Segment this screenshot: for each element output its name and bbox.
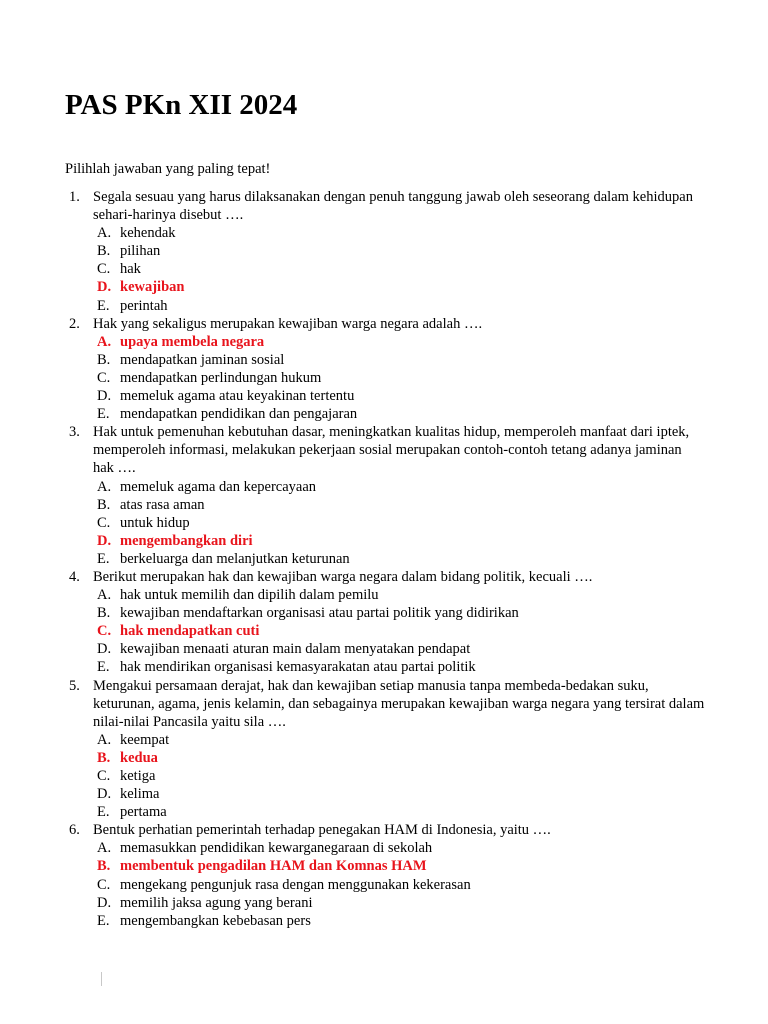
answer-option	[93, 785, 705, 803]
answer-option	[93, 767, 705, 785]
question-text: Segala sesuau yang harus dilaksanakan dengan penuh tanggung jawab oleh seseorang dalam kehidupan sehari-harinya disebut ….	[93, 189, 693, 224]
option-text: mengembangkan kebebasan pers	[120, 912, 311, 929]
option-letter: D.	[97, 786, 112, 803]
option-list	[93, 478, 705, 568]
option-text: mendapatkan perlindungan hukum	[120, 369, 322, 386]
option-text: mendapatkan pendidikan dan pengajaran	[120, 406, 358, 423]
option-text: memeluk agama dan kepercayaan	[120, 478, 317, 495]
answer-option	[93, 640, 705, 658]
option-text: atas rasa aman	[120, 496, 205, 513]
option-text: pilihan	[120, 243, 161, 260]
question-item	[65, 315, 705, 424]
option-letter: D.	[97, 388, 112, 405]
option-letter: E.	[97, 550, 110, 567]
option-letter: A.	[97, 731, 112, 748]
correct-answer-option	[93, 622, 705, 640]
option-letter: E.	[97, 659, 110, 676]
answer-option	[93, 351, 705, 369]
answer-option	[93, 876, 705, 894]
question-item	[65, 677, 705, 822]
question-item	[65, 821, 705, 930]
option-text: hak untuk memilih dan dipilih dalam pemilu	[120, 587, 379, 604]
option-letter: B.	[97, 605, 111, 622]
correct-answer-option	[93, 278, 705, 296]
correct-answer-option	[93, 333, 705, 351]
option-letter: D.	[97, 532, 112, 549]
option-text: kewajiban mendaftarkan organisasi atau partai politik yang didirikan	[120, 605, 519, 622]
answer-option	[93, 514, 705, 532]
option-text: upaya membela negara	[120, 333, 265, 350]
answer-option	[93, 478, 705, 496]
option-text: pertama	[120, 804, 167, 821]
question-text: Bentuk perhatian pemerintah terhadap penegakan HAM di Indonesia, yaitu ….	[93, 822, 551, 839]
option-list	[93, 586, 705, 676]
question-number: 2.	[69, 315, 80, 332]
correct-answer-option	[93, 857, 705, 875]
option-letter: C.	[97, 514, 111, 531]
option-text: perintah	[120, 297, 168, 314]
option-letter: C.	[97, 876, 111, 893]
question-number: 1.	[69, 189, 80, 205]
option-letter: E.	[97, 406, 110, 423]
option-text: membentuk pengadilan HAM dan Komnas HAM	[120, 858, 427, 875]
question-text: Hak untuk pemenuhan kebutuhan dasar, meningkatkan kualitas hidup, memperoleh manfaat dari iptek, memperoleh informasi, melakukan pekerjaan sosial merupakan contoh-contoh tetang adanya jaminan hak ….	[93, 424, 690, 477]
option-text: mendapatkan jaminan sosial	[120, 351, 285, 368]
answer-option	[93, 912, 705, 930]
option-text: keempat	[120, 731, 170, 748]
option-text: mengekang pengunjuk rasa dengan menggunakan kekerasan	[120, 876, 471, 893]
option-letter: B.	[97, 351, 111, 368]
question-item	[65, 423, 705, 568]
answer-option	[93, 387, 705, 405]
option-letter: D.	[97, 894, 112, 911]
question-text: Berikut merupakan hak dan kewajiban warga negara dalam bidang politik, kecuali ….	[93, 568, 593, 585]
option-text: kehendak	[120, 225, 176, 242]
option-text: kedua	[120, 749, 158, 766]
option-text: kewajiban menaati aturan main dalam menyatakan pendapat	[120, 641, 471, 658]
option-text: kewajiban	[120, 279, 185, 296]
correct-answer-option	[93, 532, 705, 550]
option-letter: C.	[97, 768, 111, 784]
option-letter: E.	[97, 804, 110, 821]
option-letter: C.	[97, 369, 111, 386]
option-letter: B.	[97, 749, 111, 766]
option-letter: A.	[97, 333, 112, 350]
answer-option	[93, 369, 705, 387]
answer-option	[93, 839, 705, 857]
option-list	[93, 224, 705, 314]
question-number: 4.	[69, 568, 80, 585]
answer-option	[93, 550, 705, 568]
question-item	[65, 568, 705, 677]
option-text: ketiga	[120, 768, 156, 784]
answer-option	[93, 894, 705, 912]
option-letter: A.	[97, 478, 112, 495]
question-list	[65, 188, 705, 930]
correct-answer-option	[93, 749, 705, 767]
option-list	[93, 839, 705, 929]
answer-option	[93, 496, 705, 514]
option-list	[93, 731, 705, 821]
option-letter: D.	[97, 279, 112, 296]
answer-option	[93, 297, 705, 315]
option-text: hak mendirikan organisasi kemasyarakatan atau partai politik	[120, 659, 476, 676]
option-text: memeluk agama atau keyakinan tertentu	[120, 388, 355, 405]
option-letter: A.	[97, 587, 112, 604]
document-title: PAS PKn XII 2024	[65, 89, 298, 121]
instruction-text: Pilihlah jawaban yang paling tepat!	[65, 161, 271, 177]
answer-option	[93, 405, 705, 423]
answer-option	[93, 604, 705, 622]
option-text: hak mendapatkan cuti	[120, 623, 260, 640]
answer-option	[93, 224, 705, 242]
answer-option	[93, 658, 705, 676]
option-text: memilih jaksa agung yang berani	[120, 894, 313, 911]
option-text: untuk hidup	[120, 514, 190, 531]
answer-option	[93, 586, 705, 604]
question-number: 6.	[69, 822, 80, 839]
option-letter: E.	[97, 912, 110, 929]
option-list	[93, 333, 705, 423]
question-number: 3.	[69, 424, 80, 441]
question-item	[65, 188, 705, 315]
question-text: Mengakui persamaan derajat, hak dan kewajiban setiap manusia tanpa membeda-bedakan suku, keturunan, agama, jenis kelamin, dan sebagainya merupakan kewajiban warga negara yang tersirat dalam nilai-nilai Pancasila yaitu sila ….	[93, 677, 705, 730]
option-letter: A.	[97, 840, 112, 857]
option-letter: C.	[97, 623, 112, 640]
option-letter: E.	[97, 297, 110, 314]
option-text: berkeluarga dan melanjutkan keturunan	[120, 550, 350, 567]
option-letter: B.	[97, 858, 111, 875]
answer-option	[93, 242, 705, 260]
footer-divider	[101, 972, 102, 986]
option-letter: C.	[97, 261, 111, 278]
answer-option	[93, 731, 705, 749]
option-text: memasukkan pendidikan kewarganegaraan di sekolah	[120, 840, 433, 857]
answer-option	[93, 803, 705, 821]
option-text: kelima	[120, 786, 160, 803]
option-letter: B.	[97, 243, 111, 260]
answer-option	[93, 260, 705, 278]
option-letter: A.	[97, 225, 112, 242]
option-letter: B.	[97, 496, 111, 513]
question-text: Hak yang sekaligus merupakan kewajiban warga negara adalah ….	[93, 315, 483, 332]
option-letter: D.	[97, 641, 112, 658]
option-text: hak	[120, 261, 141, 278]
question-number: 5.	[69, 677, 80, 694]
option-text: mengembangkan diri	[120, 532, 253, 549]
